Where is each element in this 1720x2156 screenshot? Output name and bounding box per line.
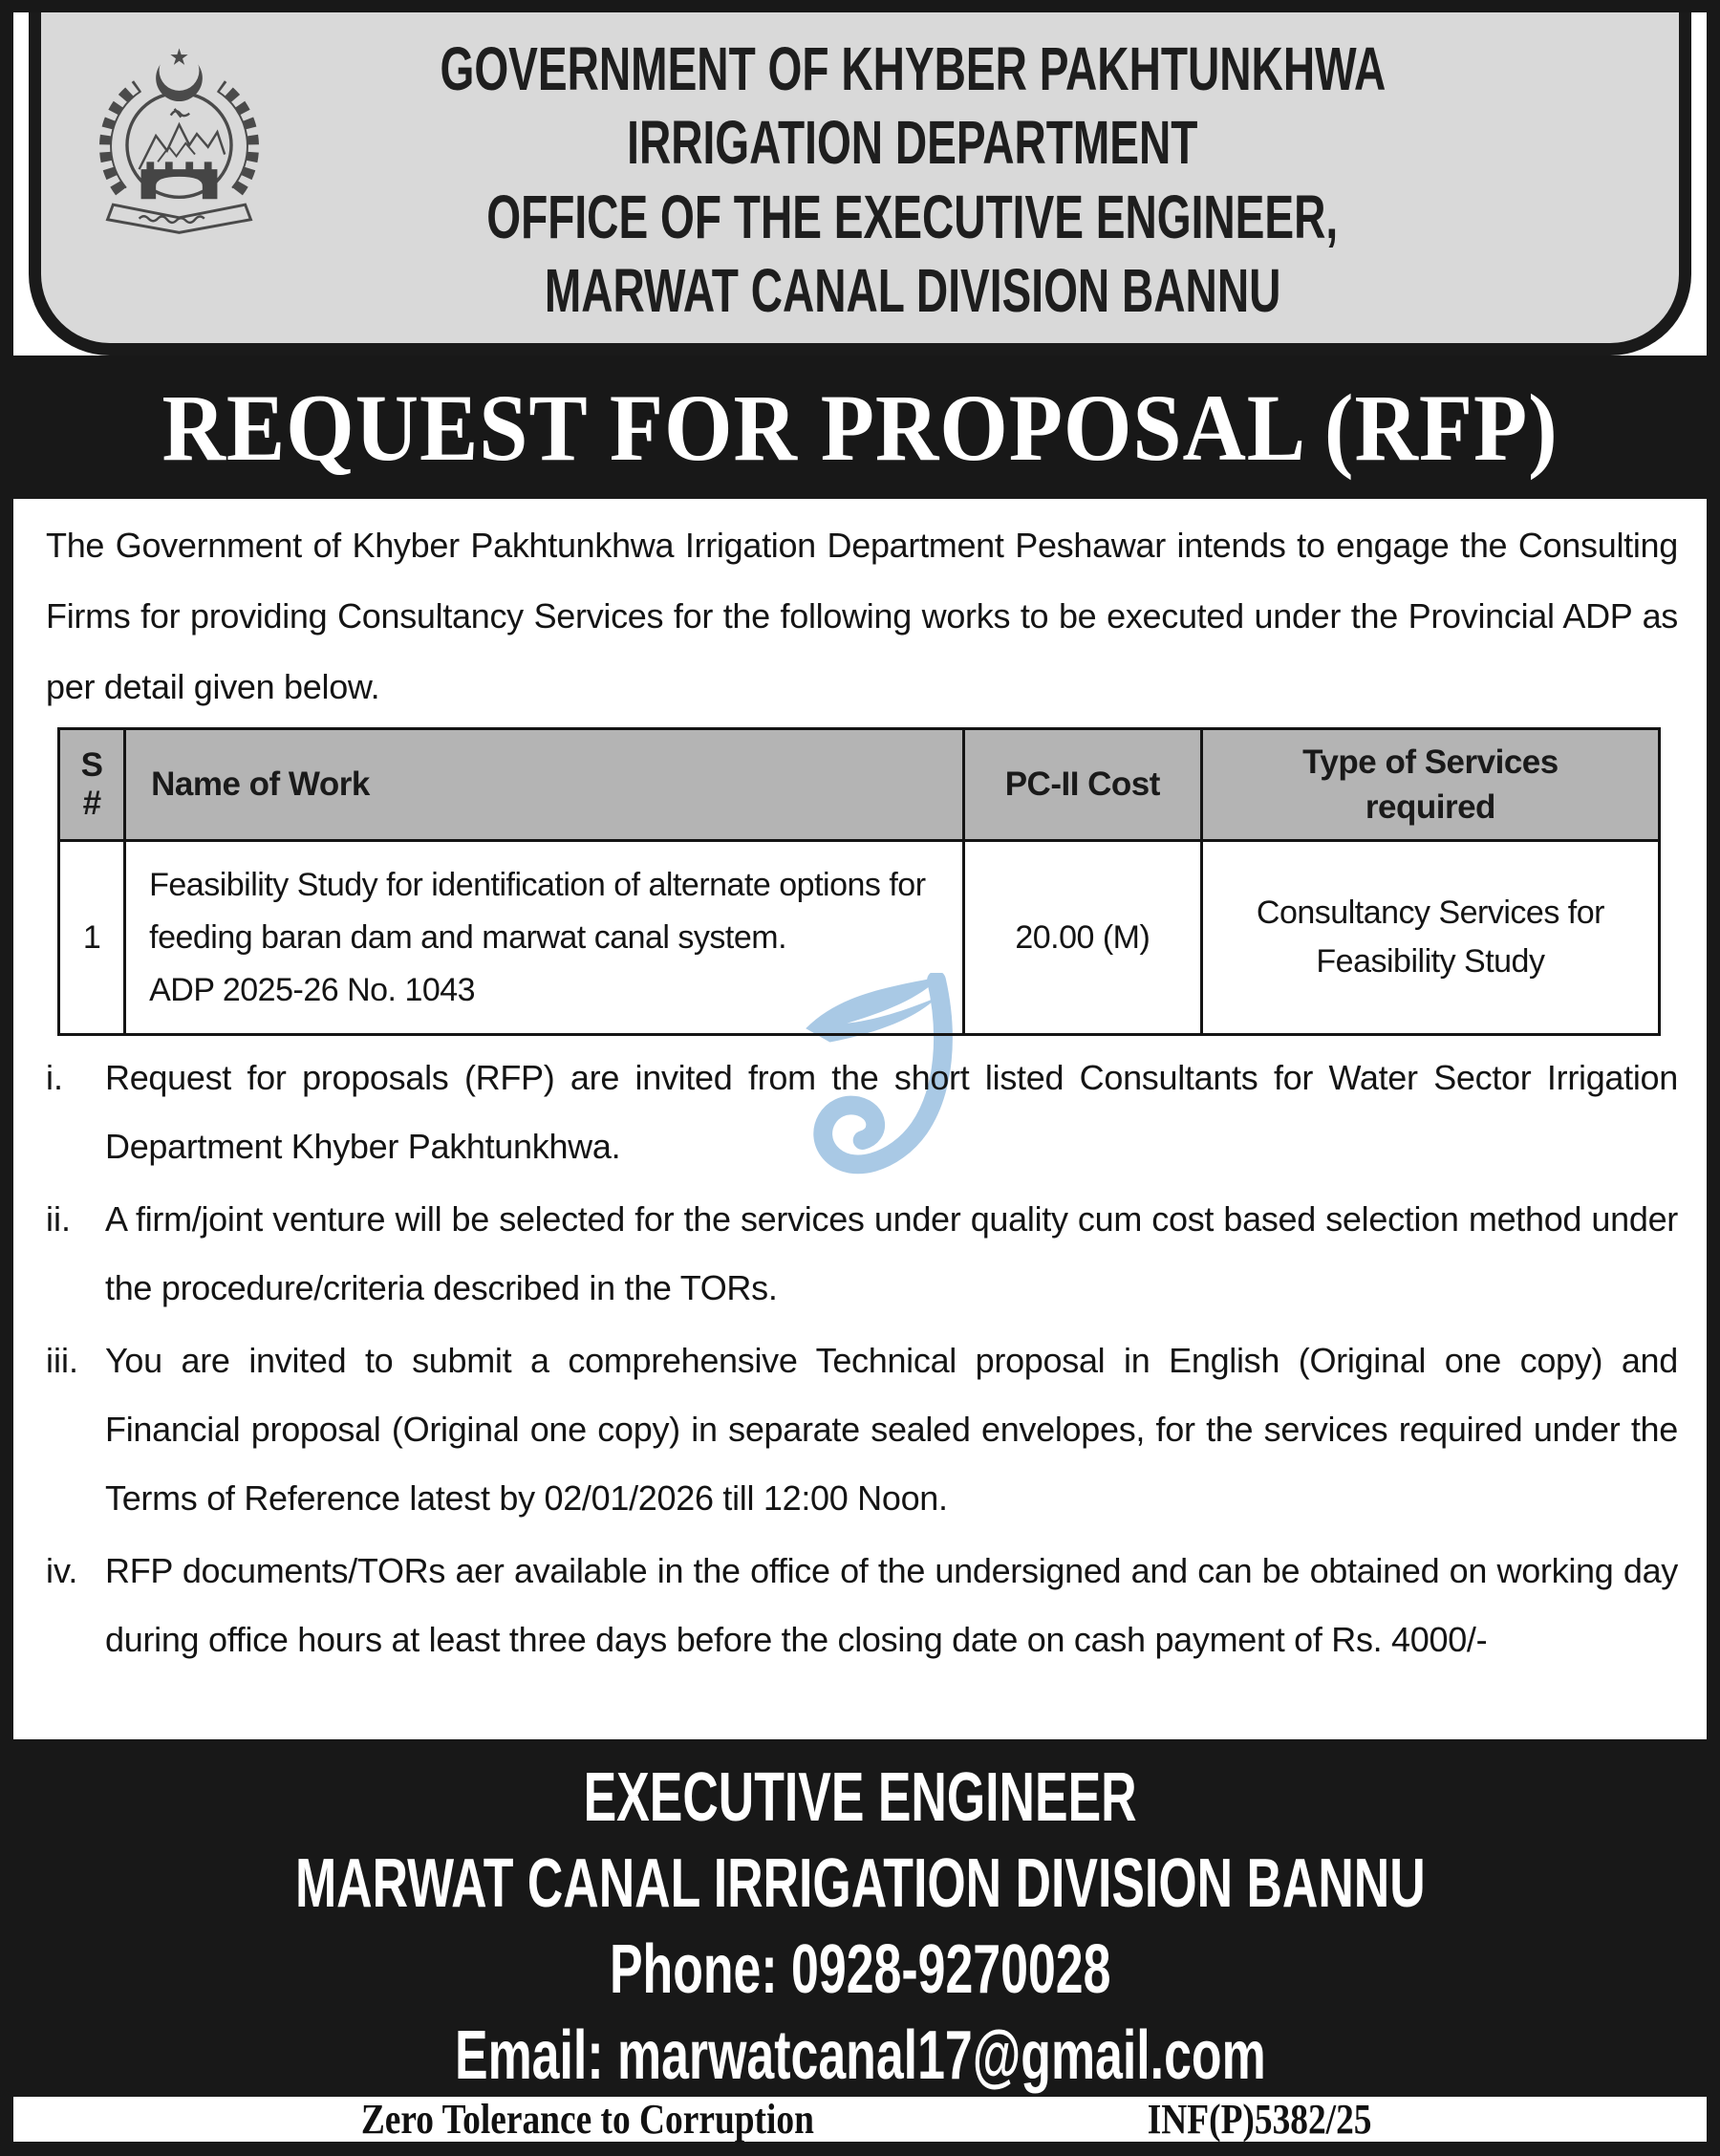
kp-government-crest-icon: [91, 37, 268, 240]
list-marker: i.: [46, 1058, 63, 1098]
header-line-2: IRRIGATION DEPARTMENT: [627, 108, 1198, 178]
work-adp-number: ADP 2025-26 No. 1043: [149, 971, 476, 1008]
footer-email: Email: marwatcanal17@gmail.com: [454, 2017, 1266, 2095]
col-header-services: Type of Services required: [1201, 729, 1659, 841]
inf-number-label: INF(P)5382/25: [1147, 2096, 1372, 2143]
signature-block: [0, 1739, 1720, 2112]
header-line-4: MARWAT CANAL DIVISION BANNU: [544, 255, 1281, 325]
col-header-name-of-work: Name of Work: [125, 729, 964, 841]
works-table: [57, 727, 1661, 1036]
footer-division: MARWAT CANAL IRRIGATION DIVISION BANNU: [294, 1845, 1426, 1923]
header-line-1: GOVERNMENT OF KHYBER PAKHTUNKHWA: [440, 33, 1386, 103]
list-item-iii: [46, 1326, 1678, 1533]
header-line-3: OFFICE OF THE EXECUTIVE ENGINEER,: [486, 182, 1339, 251]
table-row: [59, 841, 1660, 1035]
list-text: You are invited to submit a comprehensive Technical proposal in English (Original one copy) and Financial proposal (Original one copy) in separate sealed envelopes, for the services required under the Terms of Reference latest by 02/01/2026 till 12:00 Noon.: [105, 1341, 1678, 1519]
intro-paragraph: The Government of Khyber Pakhtunkhwa Irrigation Department Peshawar intends to engage the Consulting Firms for providing Consultancy Services for the following works to be executed under the Provincial ADP as per detail given below.: [46, 526, 1678, 706]
list-text: A firm/joint venture will be selected for the services under quality cum cost based selection method under the procedure/criteria described in the TORs.: [105, 1199, 1678, 1308]
rfp-title-band: [0, 356, 1720, 499]
header-title-block: [41, 32, 1679, 325]
header-band: [13, 12, 1707, 356]
list-marker: iv.: [46, 1551, 78, 1591]
footer-phone: Phone: 0928-9270028: [609, 1931, 1111, 2009]
col-header-sno: S #: [59, 729, 125, 841]
header-box: [29, 12, 1691, 356]
list-item-iv: [46, 1537, 1678, 1674]
list-text: RFP documents/TORs aer available in the office of the undersigned and can be obtained on working day during office hours at least three days before the closing date on cash payment of Rs. 4000/-: [105, 1551, 1678, 1660]
work-description: Feasibility Study for identification of alternate options for feeding baran dam and marwat canal system.: [149, 866, 926, 956]
notice-body: [13, 499, 1707, 1739]
list-item-i: [46, 1044, 1678, 1181]
cell-name-of-work: [125, 841, 964, 1035]
zero-tolerance-label: Zero Tolerance to Corruption: [360, 2096, 814, 2143]
works-table-header: [59, 729, 1660, 841]
rfp-title: REQUEST FOR PROPOSAL (RFP): [161, 374, 1559, 481]
cell-sno: 1: [59, 841, 125, 1035]
cell-cost: 20.00 (M): [963, 841, 1201, 1035]
list-marker: iii.: [46, 1341, 78, 1381]
list-item-ii: [46, 1185, 1678, 1323]
list-text: Request for proposals (RFP) are invited from the short listed Consultants for Water Sector Irrigation Department Khyber Pakhtunkhwa.: [105, 1058, 1678, 1167]
footer-designation: EXECUTIVE ENGINEER: [583, 1759, 1137, 1837]
col-header-pc2-cost: PC-II Cost: [963, 729, 1201, 841]
bottom-strip: [13, 2097, 1707, 2142]
list-marker: ii.: [46, 1199, 71, 1240]
cell-services: Consultancy Services for Feasibility Study: [1201, 841, 1659, 1035]
notice-content: [13, 499, 1707, 1674]
